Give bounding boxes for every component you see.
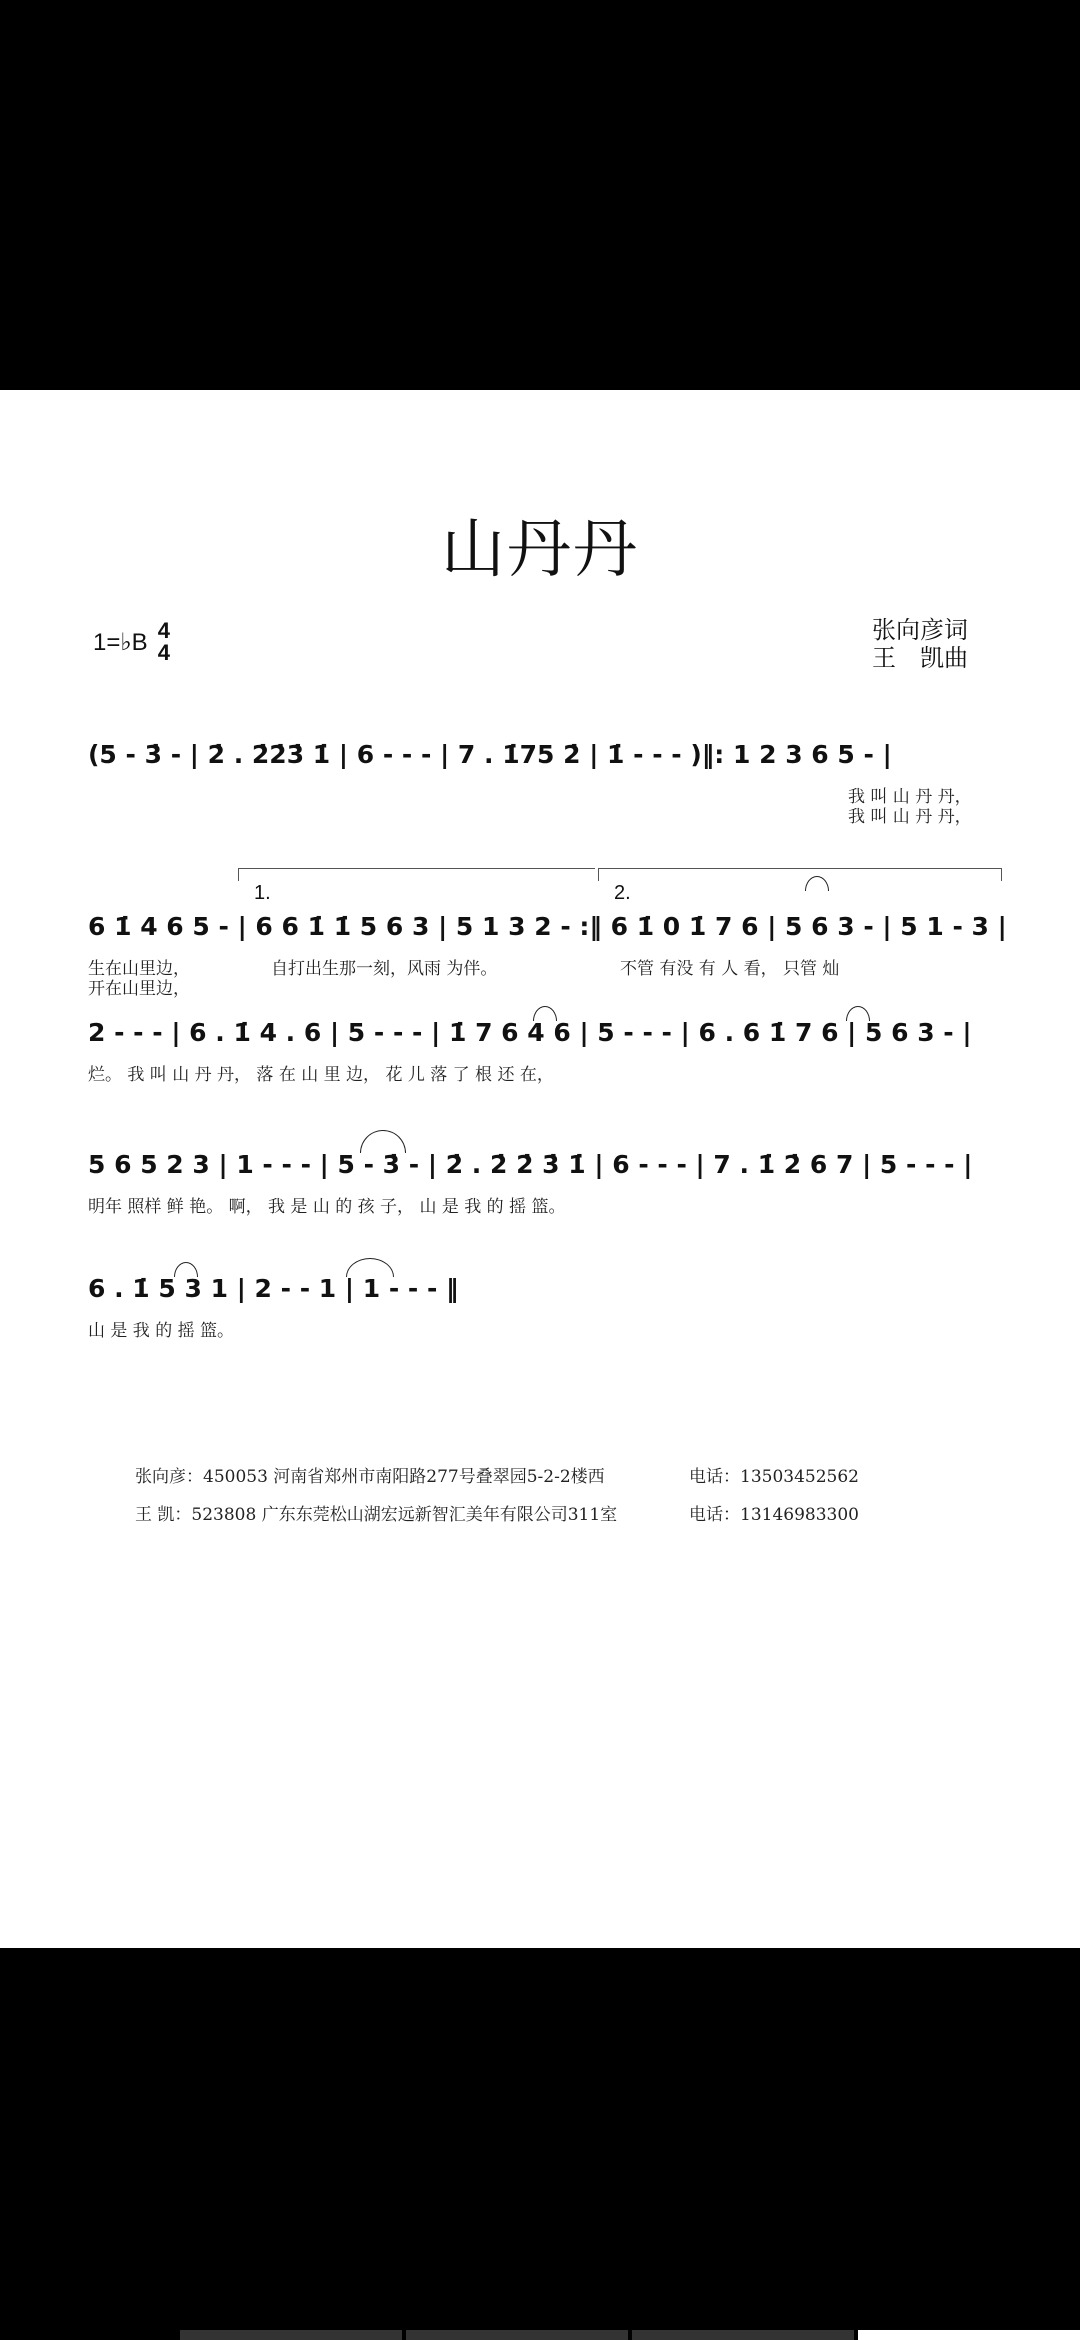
key-label: 1=♭B (93, 628, 148, 656)
page-indicator-segment[interactable] (180, 2330, 402, 2340)
lyrics-verse-1: 我 叫 山 丹 丹， (848, 787, 972, 807)
credits (872, 616, 968, 672)
notes-line-5 (88, 1274, 1008, 1314)
lyrics-b: 开在山里边， (88, 979, 190, 999)
score-line-4 (88, 1150, 1008, 1250)
contact-1-phone: 电话：13503452562 (689, 1467, 859, 1487)
page-indicator-segment[interactable] (632, 2330, 854, 2340)
volta-1-bracket (238, 868, 595, 881)
score-line-2 (88, 882, 1008, 999)
song-title: 山丹丹 (441, 513, 639, 587)
notes-text: (5 - 3̇ - | 2̇ . 2̇2̇3̇ 1̇ | 6 - - - | 7 . 1̇75 2̇ | 1̇ - - - )‖: 1 2 3 6 5 - | (88, 740, 892, 769)
top-black-bar (0, 0, 1080, 390)
notes-text: 6 . 1̇ 5 3 1 | 2 - - 1 | 1 - - - ‖ (88, 1274, 459, 1303)
lyrics-c: 自打出生那一刻，风雨 为伴。 (271, 959, 498, 979)
time-signature (158, 620, 170, 664)
notes-text: 6 1̇ 4 6 5 - | 6 6 1̇ 1̇ 5 6 3 | 5 1 3 2 - :‖ 6 1̇ 0 1̇ 7 6 | 5 6 3 - | 5 1 - 3 | (88, 912, 1007, 941)
key-signature (93, 620, 170, 664)
page-indicator-segment[interactable] (406, 2330, 628, 2340)
lyrics-a: 生在山里边， (88, 959, 190, 979)
lyrics-text: 明年 照样 鲜 艳。 啊， 我 是 山 的 孩 子， 山 是 我 的 摇 篮。 (88, 1197, 566, 1217)
volta-2-label: 2. (614, 882, 631, 904)
contact-2-phone: 电话：13146983300 (689, 1505, 859, 1525)
notes-line-4 (88, 1150, 1008, 1190)
score-line-1 (88, 740, 1008, 840)
notes-line-2 (88, 912, 1008, 952)
score-line-3 (88, 1018, 1008, 1118)
notes-text: 2 - - - | 6 . 1̇ 4 . 6 | 5 - - - | 1̇ 7 6 4 6 | 5 - - - | 6 . 6 1̇ 7 6 | 5 6 3 - | (88, 1018, 972, 1047)
lyrics-verse-2: 我 叫 山 丹 丹， (848, 807, 972, 827)
volta-1-label: 1. (254, 882, 271, 904)
notes-text: 5 6 5 2 3 | 1 - - - | 5 - 3̇ - | 2̇ . 2̇ 2̇ 3̇ 1̇ | 6 - - - | 7 . 1̇ 2̇ 6 7 | 5 - - - | (88, 1150, 973, 1179)
time-bottom: 4 (157, 640, 170, 665)
notes-line-3 (88, 1018, 1008, 1058)
time-top: 4 (157, 618, 170, 643)
score-line-5 (88, 1274, 1008, 1374)
lyricist: 张向彦词 (872, 616, 968, 644)
volta-2-bracket (598, 868, 1002, 881)
page-indicator-bar (180, 2330, 1080, 2340)
contact-2-address: 王 凯：523808 广东东莞松山湖宏远新智汇美年有限公司311室 (135, 1505, 618, 1525)
notes-line-1 (88, 740, 1008, 780)
contact-1-address: 张向彦：450053 河南省郑州市南阳路277号叠翠园5-2-2楼西 (135, 1467, 605, 1487)
lyrics-text: 烂。 我 叫 山 丹 丹， 落 在 山 里 边， 花 儿 落 了 根 还 在， (88, 1065, 554, 1085)
score-page (0, 390, 1080, 1948)
bottom-black-bar (0, 1948, 1080, 2340)
lyrics-text: 山 是 我 的 摇 篮。 (88, 1321, 235, 1341)
composer: 王 凯曲 (872, 644, 968, 672)
lyrics-d: 不管 有没 有 人 看， 只管 灿 (620, 959, 840, 979)
page-indicator-segment-active[interactable] (858, 2330, 1080, 2340)
